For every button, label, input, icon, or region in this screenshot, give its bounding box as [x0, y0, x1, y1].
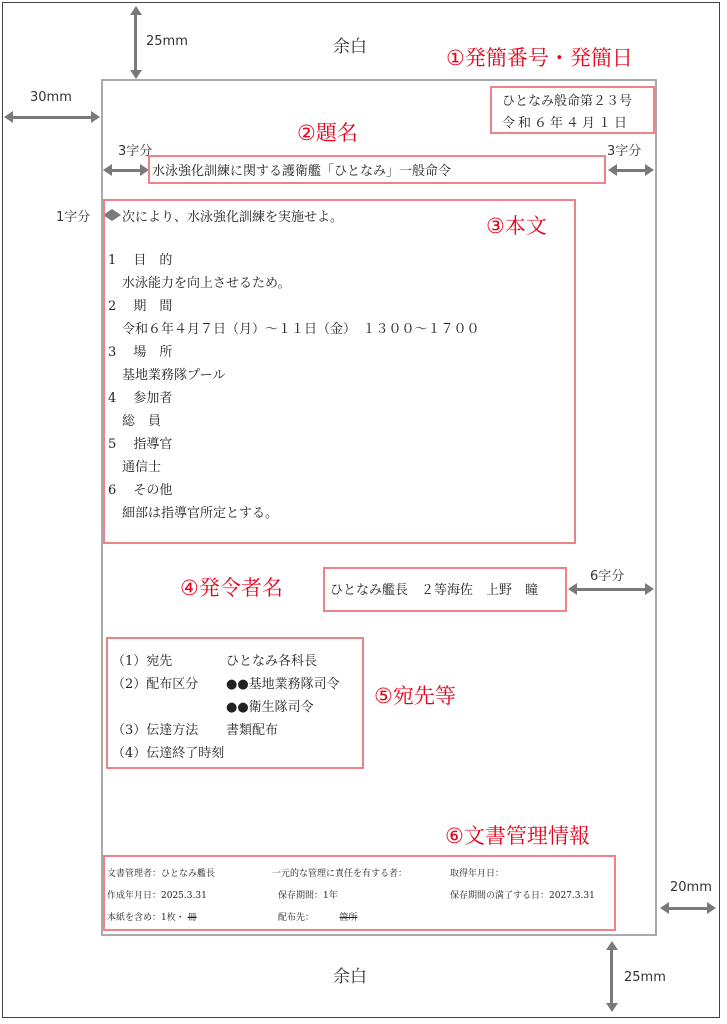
bottom-margin-bar	[610, 949, 613, 1004]
bottom-margin-label: 余白	[333, 967, 367, 987]
issuer-right-arrow-right	[645, 583, 654, 595]
distribution-text: 配布先：	[278, 913, 310, 923]
item-6-number: 6	[108, 483, 117, 498]
issuer-right-spacing: 6字分	[590, 569, 625, 584]
top-margin-arrow-down	[130, 70, 142, 79]
callout-body: ③本文	[486, 214, 547, 238]
left-margin-bar	[12, 116, 92, 119]
item-1-heading-row	[108, 249, 568, 272]
retention-period: 保存期間：1年	[278, 891, 338, 901]
item-1-heading: 目 的	[133, 253, 173, 268]
created-date: 作成年月日：2025.3.31	[107, 891, 207, 901]
page-count-struck: 冊	[187, 913, 197, 923]
distribution-struck: 箇所	[339, 913, 358, 923]
doc-manager: 文書管理者：ひとなみ艦長	[107, 869, 216, 879]
item-5-heading-row	[108, 433, 568, 456]
page-count-text: 本紙を含め：1枚・	[107, 913, 185, 923]
item-2-heading: 期 間	[133, 299, 173, 314]
page-count	[107, 910, 197, 923]
document-title: 水泳強化訓練に関する護衛艦「ひとなみ」一般命令	[152, 164, 452, 179]
right-margin-size: 20mm	[670, 880, 712, 895]
item-2-number: 2	[108, 299, 117, 314]
title-right-spacing: 3字分	[607, 144, 642, 159]
distribution-label: （2）配布区分	[112, 677, 199, 692]
document-number: ひとなみ般命第２３号	[502, 94, 633, 109]
distribution-destination	[278, 910, 357, 923]
left-margin-arrow-right	[91, 111, 100, 123]
completion-label: （4）伝達終了時刻	[112, 746, 225, 761]
distribution-value-2: ●●衛生隊司令	[226, 700, 314, 715]
right-margin-arrow-right	[707, 902, 716, 914]
bottom-margin-size: 25mm	[624, 970, 666, 985]
document-date: 令和６年４月１日	[502, 116, 631, 131]
item-6-detail: 細部は指導官所定とする。	[122, 506, 279, 521]
distribution-value-1: ●●基地業務隊司令	[226, 677, 340, 692]
title-right-arrow-right	[645, 164, 654, 176]
body-lead: 次により、水泳強化訓練を実施せよ。	[122, 210, 344, 225]
title-left-spacing: 3字分	[118, 144, 153, 159]
callout-issuer: ④発令者名	[180, 576, 283, 600]
bottom-margin-arrow-down	[606, 1003, 618, 1012]
item-4-detail: 総 員	[122, 414, 162, 429]
responsible-person: 一元的な管理に責任を有する者：	[272, 869, 408, 879]
item-6-heading: その他	[133, 483, 173, 498]
addressee-value: ひとなみ各科長	[226, 654, 318, 669]
item-5-number: 5	[108, 437, 117, 452]
item-4-heading-row	[108, 387, 568, 410]
transmission-label: （3）伝達方法	[112, 723, 199, 738]
item-3-detail: 基地業務隊プール	[122, 368, 226, 383]
body-items	[108, 249, 568, 525]
transmission-value: 書類配布	[226, 723, 279, 738]
item-3-number: 3	[108, 345, 117, 360]
item-3-heading-row	[108, 341, 568, 364]
item-6-heading-row	[108, 479, 568, 502]
addressee-label: （1）宛先	[112, 654, 173, 669]
callout-number-date: ①発簡番号・発簡日	[446, 46, 633, 70]
item-4-heading: 参加者	[133, 391, 173, 406]
item-5-heading: 指導官	[133, 437, 173, 452]
item-1-detail: 水泳能力を向上させるため。	[122, 276, 291, 291]
top-margin-label: 余白	[333, 37, 367, 57]
item-2-detail: 令和６年４月７日（月）～１１日（金） １３００～１７００	[122, 322, 480, 337]
top-margin-bar	[134, 14, 137, 72]
item-1-number: 1	[108, 253, 117, 268]
item-2-heading-row	[108, 295, 568, 318]
callout-title: ②題名	[297, 121, 358, 145]
top-margin-size: 25mm	[146, 34, 188, 49]
callout-management: ⑥文書管理情報	[445, 824, 590, 848]
callout-addressees: ⑤宛先等	[374, 684, 456, 708]
issuer-name: ひとなみ艦長 ２等海佐 上野 瞳	[330, 583, 539, 598]
title-left-bar	[111, 169, 141, 172]
item-3-heading: 場 所	[133, 345, 173, 360]
item-4-number: 4	[108, 391, 117, 406]
issuer-right-bar	[576, 588, 646, 591]
expiry-date: 保存期間の満了する日：2027.3.31	[450, 891, 595, 901]
title-right-bar	[616, 169, 646, 172]
acquired-date: 取得年月日：	[450, 869, 505, 879]
indent-spacing: 1字分	[56, 210, 91, 225]
item-5-detail: 通信士	[122, 460, 162, 475]
right-margin-bar	[668, 907, 708, 910]
left-margin-size: 30mm	[30, 90, 72, 105]
